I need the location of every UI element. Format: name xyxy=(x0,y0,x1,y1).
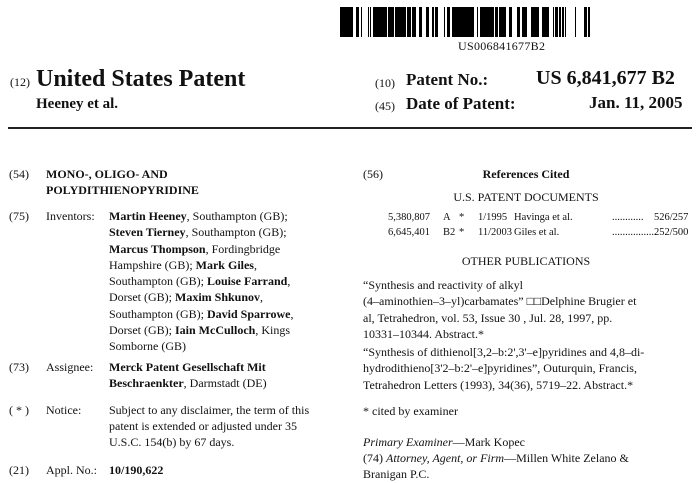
barcode-bar xyxy=(419,7,421,37)
notice-label: Notice: xyxy=(46,403,82,417)
barcode-bar xyxy=(509,7,512,37)
patent-doc-dots: ............ xyxy=(612,212,644,223)
barcode-bar xyxy=(412,7,413,37)
publication-2 xyxy=(363,344,689,393)
barcode-bar xyxy=(482,7,483,37)
patent-doc-kind: B2 xyxy=(443,227,456,238)
cited-by-examiner: * cited by examiner xyxy=(363,404,458,418)
barcode-bar xyxy=(468,7,469,37)
inventor-line xyxy=(109,241,341,257)
barcode-bar xyxy=(477,7,478,37)
barcode-bar xyxy=(497,7,498,37)
barcode-bar xyxy=(340,7,342,37)
barcode-bar xyxy=(485,7,486,37)
barcode-bar xyxy=(397,7,399,37)
notice-line1: Subject to any disclaimer, the term of this xyxy=(109,403,310,417)
barcode-bar xyxy=(490,7,491,37)
barcode-bar xyxy=(575,7,576,37)
barcode-bar xyxy=(413,7,414,37)
barcode-bar xyxy=(553,7,554,37)
barcode-bar xyxy=(395,7,397,37)
barcode-bar xyxy=(389,7,392,37)
barcode-bar xyxy=(407,7,409,37)
code-56: (56) xyxy=(363,167,383,181)
inventor-name: David Sparrowe xyxy=(207,306,291,321)
barcode-bar xyxy=(531,7,532,37)
patent-doc-date: 1/1995 xyxy=(478,212,508,223)
barcode-bar xyxy=(469,7,471,37)
patent-type-title: United States Patent xyxy=(36,66,246,92)
barcode-bar xyxy=(455,7,457,37)
inventor-line xyxy=(109,273,341,289)
inventors-label: Inventors: xyxy=(46,209,95,223)
barcode-bar xyxy=(453,7,455,37)
barcode-bar xyxy=(495,7,497,37)
patent-doc-star: * xyxy=(459,212,465,223)
barcode-bar xyxy=(457,7,459,37)
barcode-bar xyxy=(533,7,534,37)
barcode-bar xyxy=(386,7,387,37)
inventor-location: Somborne (GB) xyxy=(109,339,186,354)
patent-doc-row xyxy=(388,212,688,227)
barcode-bar xyxy=(536,7,537,37)
code-notice: ( * ) xyxy=(9,403,29,417)
barcode-bar xyxy=(562,7,564,37)
barcode-bar xyxy=(437,7,438,37)
publication-line: “Synthesis of dithienol[3,2–b:2',3'–e]pyridines and 4,8–di- xyxy=(363,345,645,359)
us-patent-docs-table xyxy=(388,212,688,242)
barcode-bar xyxy=(427,7,429,37)
assignee-location: , Darmstadt (DE) xyxy=(183,376,267,390)
patent-doc-date: 11/2003 xyxy=(478,227,513,238)
notice-line2: patent is extended or adjusted under 35 xyxy=(109,419,297,433)
assignee-label: Assignee: xyxy=(46,360,94,374)
us-patent-docs-title: U.S. PATENT DOCUMENTS xyxy=(453,190,599,204)
other-publications-title: OTHER PUBLICATIONS xyxy=(461,254,591,268)
barcode-bar xyxy=(559,7,561,37)
barcode-bar xyxy=(452,7,453,37)
inventor-location: Dorset (GB); xyxy=(109,290,175,305)
inventor-location: , Southampton (GB); xyxy=(185,225,287,240)
patent-authors: Heeney et al. xyxy=(36,96,119,112)
patent-doc-cls: 526/257 xyxy=(654,212,689,223)
appl-no-value: 10/190,622 xyxy=(109,463,164,477)
code-74: (74) xyxy=(363,451,383,465)
inventor-line xyxy=(109,306,341,322)
publication-line: Tetrahedron Letters (1993), 34(36), 5719–22. Abstract.* xyxy=(363,377,634,392)
inventor-line xyxy=(109,338,341,354)
barcode-bar xyxy=(534,7,535,37)
assignee-name-bold: Beschraenkter xyxy=(109,376,184,390)
barcode-bar xyxy=(483,7,485,37)
patent-doc-num: 6,645,401 xyxy=(388,227,430,238)
code-45: (45) xyxy=(375,99,395,113)
publication-line: (4–aminothien–3–yl)carbamates” □□Delphine Brugier et xyxy=(363,294,637,309)
barcode-bar xyxy=(504,7,506,37)
inventor-location: , xyxy=(290,306,294,321)
barcode-bar xyxy=(480,7,481,37)
inventor-location: , xyxy=(287,274,291,289)
barcode-bar xyxy=(433,7,434,37)
barcode-bar xyxy=(345,7,348,37)
date-value: Jan. 11, 2005 xyxy=(589,93,683,112)
barcode-bar xyxy=(524,7,525,37)
barcode-bar xyxy=(392,7,394,37)
barcode-bar xyxy=(380,7,382,37)
barcode-bar xyxy=(409,7,411,37)
attorney-line1 xyxy=(363,450,629,466)
inventor-location: Southampton (GB); xyxy=(109,306,207,321)
barcode-bar xyxy=(350,7,352,37)
inventor-name: Marcus Thompson xyxy=(109,241,206,256)
barcode-bar xyxy=(384,7,386,37)
inventor-location: Hampshire (GB); xyxy=(109,257,196,272)
barcode-bar xyxy=(421,7,422,37)
barcode-bar xyxy=(402,7,403,37)
inventor-location: Dorset (GB); xyxy=(109,323,175,338)
inventor-location: , Southampton (GB); xyxy=(186,209,288,223)
publication-line: “Synthesis and reactivity of alkyl xyxy=(363,278,523,292)
code-54: (54) xyxy=(9,167,29,181)
barcode-bar xyxy=(404,7,406,37)
barcode-bar xyxy=(435,7,437,37)
inventor-location: , Fordingbridge xyxy=(205,241,281,256)
barcode-bar xyxy=(585,7,587,37)
publication-line: al, Tetrahedron, vol. 53, Issue 30 , Jul. 28, 1997, pp. xyxy=(363,310,613,325)
inventor-name: Steven Tierney xyxy=(109,225,186,240)
inventor-line xyxy=(109,257,341,273)
patent-doc-kind: A xyxy=(443,212,451,223)
barcode-bar xyxy=(486,7,487,37)
barcode-bar xyxy=(444,7,445,37)
patent-doc-dots: ................. xyxy=(612,227,657,238)
date-label: Date of Patent: xyxy=(406,94,516,113)
barcode-bar xyxy=(377,7,380,37)
barcode-bar xyxy=(447,7,448,37)
barcode-bar xyxy=(370,7,371,37)
inventor-location: , Kings xyxy=(255,323,291,338)
barcode-bar xyxy=(481,7,482,37)
barcode-bar xyxy=(518,7,520,37)
inventor-name: Maxim Shkunov xyxy=(175,290,261,305)
barcode-bar xyxy=(502,7,504,37)
invention-title-line1: MONO-, OLIGO- AND xyxy=(46,167,168,181)
barcode-bar xyxy=(471,7,472,37)
barcode-bar xyxy=(557,7,558,37)
barcode-bar xyxy=(462,7,464,37)
inventor-line xyxy=(109,224,341,240)
barcode-bar xyxy=(375,7,377,37)
inventor-name: Mark Giles xyxy=(195,257,254,272)
barcode-bar xyxy=(414,7,416,37)
assignee-line2 xyxy=(109,375,267,391)
primary-examiner xyxy=(363,434,525,450)
inventors-list xyxy=(109,208,341,355)
notice-line3: U.S.C. 154(b) by 67 days. xyxy=(109,435,235,449)
barcode-bar xyxy=(388,7,389,37)
barcode-bar xyxy=(356,7,358,37)
barcode-bar xyxy=(448,7,450,37)
code-12: (12) xyxy=(10,75,30,89)
publication-line: 10331–10344. Abstract.* xyxy=(363,326,484,341)
patent-doc-name: Havinga et al. xyxy=(514,212,573,223)
inventor-location: Southampton (GB); xyxy=(109,274,207,289)
publication-1 xyxy=(363,277,689,342)
barcode-bar xyxy=(525,7,526,37)
barcode-bar xyxy=(382,7,384,37)
barcode-bar xyxy=(546,7,549,37)
invention-title-line2: POLYDITHIENOPYRIDINE xyxy=(46,183,199,197)
barcode-bar xyxy=(526,7,527,37)
attorney-firm-part1: —Millen White Zelano & xyxy=(504,451,629,465)
inventor-line xyxy=(109,322,341,338)
publication-number: US006841677B2 xyxy=(458,39,546,53)
barcode-bar xyxy=(491,7,494,37)
header-divider xyxy=(8,127,692,129)
barcode-bar xyxy=(542,7,545,37)
barcode-bar xyxy=(517,7,518,37)
barcode-bar xyxy=(358,7,359,37)
barcode-bar xyxy=(432,7,433,37)
barcode-bar xyxy=(555,7,557,37)
attorney-label: Attorney, Agent, or Firm xyxy=(386,451,505,465)
code-73: (73) xyxy=(9,360,29,374)
barcode-bar xyxy=(361,7,362,37)
barcode-bar xyxy=(399,7,402,37)
barcode-bar xyxy=(348,7,350,37)
barcode-bar xyxy=(464,7,465,37)
patent-doc-name: Giles et al. xyxy=(514,227,560,238)
barcode-bar xyxy=(373,7,375,37)
barcode-bar xyxy=(352,7,353,37)
barcode-bar xyxy=(465,7,468,37)
code-21: (21) xyxy=(9,463,29,477)
assignee-line1: Merck Patent Gesellschaft Mit xyxy=(109,360,266,374)
references-cited-title: References Cited xyxy=(482,167,570,181)
patent-doc-star: * xyxy=(459,227,465,238)
barcode-bar xyxy=(522,7,524,37)
patent-doc-row xyxy=(388,227,688,242)
attorney-line2: Branigan P.C. xyxy=(363,467,430,481)
publication-line: hydrodithieno[3'2–b:2'–e]pyridines”, Outurquin, Francis, xyxy=(363,361,637,376)
barcode-bar xyxy=(584,7,585,37)
barcode-bar xyxy=(342,7,345,37)
patent-no-label: Patent No.: xyxy=(406,70,489,89)
inventor-location: , xyxy=(253,257,257,272)
inventor-name: Louise Farrand xyxy=(207,274,288,289)
barcode-bar xyxy=(487,7,490,37)
primary-examiner-name: —Mark Kopec xyxy=(452,435,525,449)
barcode-bar xyxy=(535,7,536,37)
barcode-bar xyxy=(368,7,369,37)
barcode-bar xyxy=(472,7,474,37)
barcode-bar xyxy=(565,7,566,37)
barcode-bar xyxy=(537,7,539,37)
code-75: (75) xyxy=(9,209,29,223)
inventor-name: Martin Heeney xyxy=(109,209,187,223)
barcode-bar xyxy=(403,7,404,37)
code-10: (10) xyxy=(375,76,395,90)
barcode-bar xyxy=(426,7,427,37)
barcode-image xyxy=(340,7,592,37)
inventor-line xyxy=(109,289,341,305)
patent-doc-cls: 252/500 xyxy=(654,227,689,238)
inventor-location: , xyxy=(260,290,264,305)
barcode-bar xyxy=(588,7,590,37)
appl-no-label: Appl. No.: xyxy=(46,463,97,477)
primary-examiner-label: Primary Examiner xyxy=(363,435,453,449)
barcode-bar xyxy=(545,7,546,37)
patent-doc-num: 5,380,807 xyxy=(388,212,430,223)
barcode-bar xyxy=(532,7,533,37)
barcode-bar xyxy=(459,7,462,37)
inventor-name: Iain McCulloch xyxy=(175,323,256,338)
patent-no-value: US 6,841,677 B2 xyxy=(536,67,675,89)
inventor-line xyxy=(109,208,341,224)
barcode-bar xyxy=(499,7,502,37)
